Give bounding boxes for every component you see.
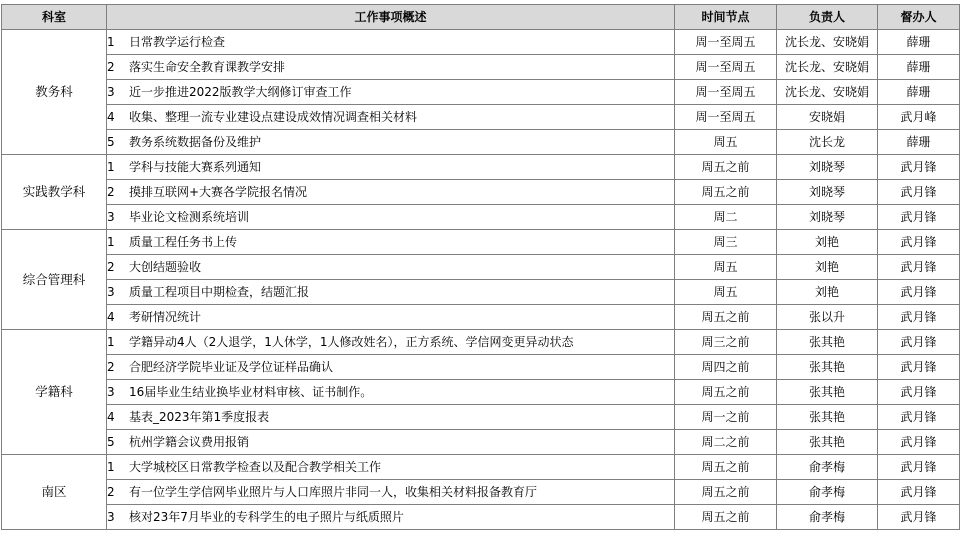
task-number: 2 — [107, 360, 115, 374]
time-cell: 周一至周五 — [675, 30, 777, 55]
supervisor-cell: 武月锋 — [878, 180, 960, 205]
task-description: 摸排互联网+大赛各学院报名情况 — [129, 185, 308, 199]
table-row — [2, 330, 960, 355]
owner-cell: 张其艳 — [777, 380, 878, 405]
task-number: 5 — [107, 435, 115, 449]
task-number: 1 — [107, 335, 115, 349]
task-number: 1 — [107, 235, 115, 249]
task-cell — [107, 305, 675, 330]
time-cell: 周一至周五 — [675, 105, 777, 130]
time-cell: 周五 — [675, 255, 777, 280]
supervisor-cell: 武月锋 — [878, 230, 960, 255]
time-cell: 周五之前 — [675, 380, 777, 405]
task-number: 3 — [107, 510, 115, 524]
table-row — [2, 480, 960, 505]
work-schedule-table — [1, 4, 960, 530]
task-cell — [107, 430, 675, 455]
header-owner: 负责人 — [777, 5, 878, 30]
table-row — [2, 505, 960, 530]
owner-cell: 俞孝梅 — [777, 480, 878, 505]
supervisor-cell: 薛珊 — [878, 55, 960, 80]
header-supervisor: 督办人 — [878, 5, 960, 30]
task-cell — [107, 230, 675, 255]
task-description: 毕业论文检测系统培训 — [129, 210, 250, 224]
time-cell: 周三之前 — [675, 330, 777, 355]
time-cell: 周五之前 — [675, 180, 777, 205]
owner-cell: 沈长龙、安晓娟 — [777, 55, 878, 80]
supervisor-cell: 武月锋 — [878, 355, 960, 380]
task-cell — [107, 255, 675, 280]
table-row — [2, 280, 960, 305]
table-row — [2, 155, 960, 180]
task-description: 杭州学籍会议费用报销 — [129, 435, 250, 449]
task-description: 教务系统数据备份及维护 — [129, 135, 262, 149]
supervisor-cell: 武月锋 — [878, 280, 960, 305]
time-cell: 周五之前 — [675, 480, 777, 505]
table-row — [2, 255, 960, 280]
time-cell: 周五 — [675, 130, 777, 155]
task-description: 学科与技能大赛系列通知 — [129, 160, 262, 174]
task-description: 质量工程任务书上传 — [129, 235, 238, 249]
table-row — [2, 305, 960, 330]
task-description: 学籍异动4人（2人退学，1人休学，1人修改姓名），正方系统、学信网变更异动状态 — [129, 335, 574, 349]
owner-cell: 张其艳 — [777, 330, 878, 355]
time-cell: 周三 — [675, 230, 777, 255]
time-cell: 周二 — [675, 205, 777, 230]
owner-cell: 张其艳 — [777, 405, 878, 430]
task-description: 考研情况统计 — [129, 310, 202, 324]
supervisor-cell: 武月锋 — [878, 455, 960, 480]
task-number: 1 — [107, 460, 115, 474]
supervisor-cell: 武月锋 — [878, 380, 960, 405]
task-description: 核对23年7月毕业的专科学生的电子照片与纸质照片 — [129, 510, 404, 524]
header-task: 工作事项概述 — [107, 5, 675, 30]
task-cell — [107, 330, 675, 355]
owner-cell: 刘艳 — [777, 230, 878, 255]
task-description: 合肥经济学院毕业证及学位证样品确认 — [129, 360, 334, 374]
supervisor-cell: 薛珊 — [878, 80, 960, 105]
table-row — [2, 130, 960, 155]
time-cell: 周四之前 — [675, 355, 777, 380]
task-cell — [107, 405, 675, 430]
table-row — [2, 180, 960, 205]
task-description: 质量工程项目中期检查，结题汇报 — [129, 285, 310, 299]
header-time: 时间节点 — [675, 5, 777, 30]
owner-cell: 张其艳 — [777, 430, 878, 455]
supervisor-cell: 武月峰 — [878, 105, 960, 130]
task-number: 5 — [107, 135, 115, 149]
task-cell — [107, 130, 675, 155]
owner-cell: 刘晓琴 — [777, 205, 878, 230]
owner-cell: 安晓娟 — [777, 105, 878, 130]
table-row — [2, 105, 960, 130]
time-cell: 周五之前 — [675, 305, 777, 330]
supervisor-cell: 武月锋 — [878, 505, 960, 530]
header-dept: 科室 — [2, 5, 107, 30]
owner-cell: 刘艳 — [777, 255, 878, 280]
supervisor-cell: 武月锋 — [878, 330, 960, 355]
task-cell — [107, 105, 675, 130]
time-cell: 周二之前 — [675, 430, 777, 455]
owner-cell: 张其艳 — [777, 355, 878, 380]
owner-cell: 张以升 — [777, 305, 878, 330]
table-row — [2, 230, 960, 255]
time-cell: 周五之前 — [675, 505, 777, 530]
task-cell — [107, 355, 675, 380]
supervisor-cell: 武月锋 — [878, 205, 960, 230]
supervisor-cell: 武月锋 — [878, 255, 960, 280]
task-number: 3 — [107, 385, 115, 399]
task-number: 2 — [107, 185, 115, 199]
time-cell: 周五之前 — [675, 155, 777, 180]
task-cell — [107, 480, 675, 505]
table-header — [2, 5, 960, 30]
task-description: 日常教学运行检查 — [129, 35, 226, 49]
time-cell: 周一之前 — [675, 405, 777, 430]
task-cell — [107, 505, 675, 530]
task-number: 4 — [107, 110, 115, 124]
table-row — [2, 380, 960, 405]
task-description: 基表_2023年第1季度报表 — [129, 410, 270, 424]
dept-cell: 南区 — [2, 455, 107, 530]
supervisor-cell: 武月锋 — [878, 155, 960, 180]
table-row — [2, 355, 960, 380]
task-cell — [107, 30, 675, 55]
task-number: 4 — [107, 410, 115, 424]
task-cell — [107, 180, 675, 205]
task-cell — [107, 280, 675, 305]
dept-cell: 综合管理科 — [2, 230, 107, 330]
time-cell: 周一至周五 — [675, 55, 777, 80]
task-cell — [107, 155, 675, 180]
task-cell — [107, 205, 675, 230]
table-body — [2, 30, 960, 530]
owner-cell: 沈长龙 — [777, 130, 878, 155]
owner-cell: 刘艳 — [777, 280, 878, 305]
owner-cell: 沈长龙、安晓娟 — [777, 80, 878, 105]
owner-cell: 俞孝梅 — [777, 455, 878, 480]
owner-cell: 沈长龙、安晓娟 — [777, 30, 878, 55]
task-number: 3 — [107, 285, 115, 299]
task-description: 落实生命安全教育课教学安排 — [129, 60, 286, 74]
header-row — [2, 5, 960, 30]
supervisor-cell: 薛珊 — [878, 30, 960, 55]
task-cell — [107, 380, 675, 405]
task-description: 有一位学生学信网毕业照片与人口库照片非同一人，收集相关材料报备教育厅 — [129, 485, 538, 499]
supervisor-cell: 薛珊 — [878, 130, 960, 155]
owner-cell: 俞孝梅 — [777, 505, 878, 530]
task-number: 2 — [107, 260, 115, 274]
task-description: 近一步推进2022版教学大纲修订审查工作 — [129, 85, 352, 99]
table-row — [2, 405, 960, 430]
table-row — [2, 455, 960, 480]
task-number: 2 — [107, 485, 115, 499]
task-number: 3 — [107, 210, 115, 224]
task-cell — [107, 455, 675, 480]
task-description: 大创结题验收 — [129, 260, 202, 274]
supervisor-cell: 武月锋 — [878, 405, 960, 430]
task-cell — [107, 80, 675, 105]
table-row — [2, 430, 960, 455]
task-number: 1 — [107, 35, 115, 49]
dept-cell: 学籍科 — [2, 330, 107, 455]
table-row — [2, 80, 960, 105]
dept-cell: 教务科 — [2, 30, 107, 155]
supervisor-cell: 武月锋 — [878, 305, 960, 330]
time-cell: 周五之前 — [675, 455, 777, 480]
task-description: 收集、整理一流专业建设点建设成效情况调查相关材料 — [129, 110, 418, 124]
dept-cell: 实践教学科 — [2, 155, 107, 230]
owner-cell: 刘晓琴 — [777, 180, 878, 205]
task-number: 2 — [107, 60, 115, 74]
table-row — [2, 205, 960, 230]
supervisor-cell: 武月锋 — [878, 480, 960, 505]
task-number: 1 — [107, 160, 115, 174]
owner-cell: 刘晓琴 — [777, 155, 878, 180]
supervisor-cell: 武月锋 — [878, 430, 960, 455]
time-cell: 周五 — [675, 280, 777, 305]
table-row — [2, 30, 960, 55]
task-description: 16届毕业生结业换毕业材料审核、证书制作。 — [129, 385, 373, 399]
table-row — [2, 55, 960, 80]
time-cell: 周一至周五 — [675, 80, 777, 105]
task-cell — [107, 55, 675, 80]
task-description: 大学城校区日常教学检查以及配合教学相关工作 — [129, 460, 382, 474]
task-number: 3 — [107, 85, 115, 99]
task-number: 4 — [107, 310, 115, 324]
